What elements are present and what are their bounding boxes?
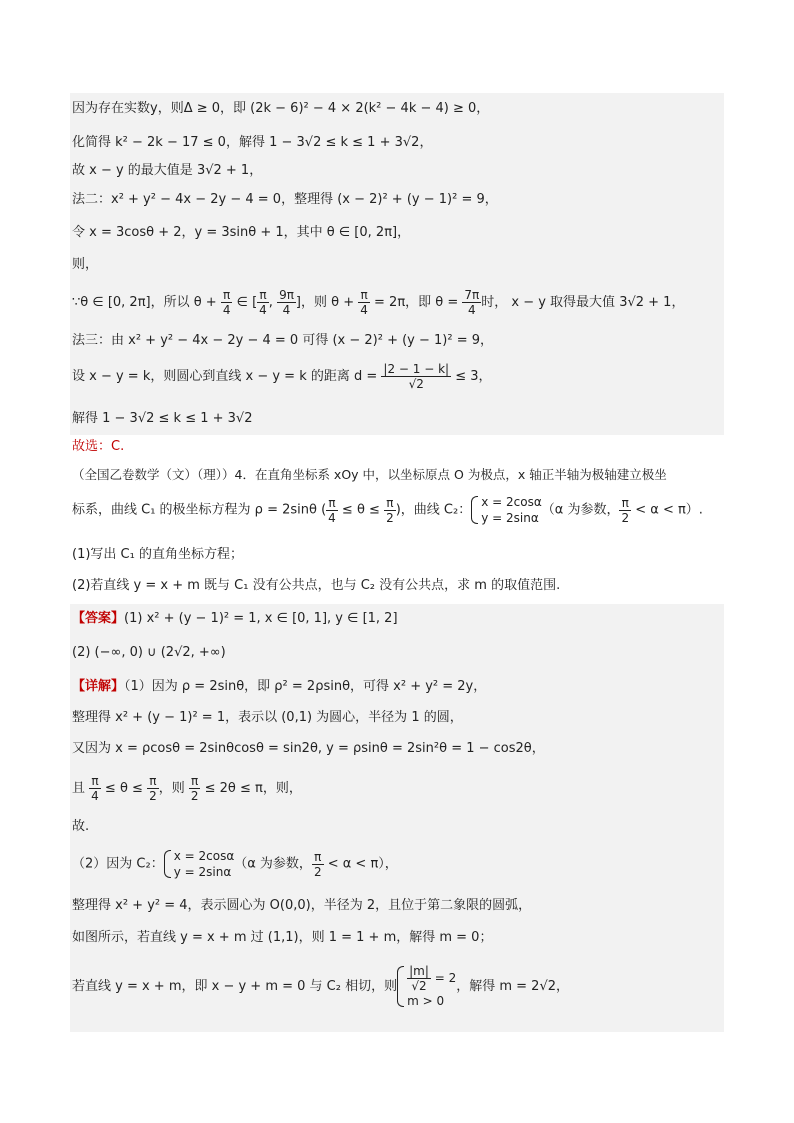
question-stem: （全国乙卷数学（文）（理））4．在直角坐标系 xOy 中，以坐标原点 O 为极点，x 轴正半轴为极轴建立极坐 xyxy=(72,467,667,482)
text-line: 令 x = 3cosθ + 2，y = 3sinθ + 1，其中 θ ∈ [0, 2π]， xyxy=(72,225,411,240)
question-part: (2)若直线 y = x + m 既与 C₁ 没有公共点，也与 C₂ 没有公共点，求 m 的取值范围. xyxy=(72,578,561,593)
detail-line: 又因为 x = ρcosθ = 2sinθcosθ = sin2θ, y = ρsinθ = 2sin²θ = 1 − cos2θ， xyxy=(72,741,545,756)
text-line: 法二：x² + y² − 4x − 2y − 4 = 0，整理得 (x − 2)² + (y − 1)² = 9， xyxy=(72,192,498,207)
question-part: (1)写出 C₁ 的直角坐标方程； xyxy=(72,547,243,562)
detail-line: 若直线 y = x + m，即 x − y + m = 0 与 C₂ 相切，则 $\frac{|m|}{√2}$ = 2 m > 0 ，解得 m = 2√2， xyxy=(72,964,569,1008)
detail-line: 且 $\frac{\pi}{4}$ ≤ θ ≤ $\frac{\pi}{2}$ ，则 $\frac{\pi}{2}$ ≤ 2θ ≤ π，则， xyxy=(72,774,302,803)
text-line: 解得 1 − 3√2 ≤ k ≤ 1 + 3√2 xyxy=(72,411,253,426)
text-line: 法三：由 x² + y² − 4x − 2y − 4 = 0 可得 (x − 2)² + (y − 1)² = 9， xyxy=(72,333,494,348)
answer-line: (2) (−∞, 0) ∪ (2√2, +∞) xyxy=(72,645,226,660)
text-line: 故 x − y 的最大值是 3√2 + 1， xyxy=(72,163,263,178)
answer-line: 【答案】(1) x² + (y − 1)² = 1, x ∈ [0, 1], y ∈ [1, 2] xyxy=(72,611,398,626)
detail-line: 【详解】（1）因为 ρ = 2sinθ，即 ρ² = 2ρsinθ，可得 x² + y² = 2y， xyxy=(72,679,487,694)
text-line: 化简得 k² − 2k − 17 ≤ 0，解得 1 − 3√2 ≤ k ≤ 1 + 3√2， xyxy=(72,135,433,150)
answer-choice: 故选：C. xyxy=(72,439,125,454)
text-line: 则， xyxy=(72,257,99,272)
text-line: ∵θ ∈ [0, 2π]，所以 θ + $\frac{\pi}{4}$ ∈ [ $\frac{\pi}{4}$ , $\frac{9\pi}{4}$ ]，则 θ + $\frac{\pi}{4}$ = 2π，即 θ = $\frac{7\pi}{4}$ 时， x − y 取得最大值 3√2 + 1， xyxy=(72,288,685,317)
question-stem: 标系，曲线 C₁ 的极坐标方程为 ρ = 2sinθ ( $\frac{\pi}{4}$ ≤ θ ≤ $\frac{\pi}{2}$ )，曲线 C₂： x = 2cosα y = 2sinα （α 为参数， $\frac{\pi}{2}$ < α < π）. xyxy=(72,495,703,525)
detail-line: 如图所示，若直线 y = x + m 过 (1,1)，则 1 = 1 + m，解得 m = 0； xyxy=(72,930,493,945)
detail-line: 故. xyxy=(72,819,90,834)
detail-line: 整理得 x² + y² = 4，表示圆心为 O(0,0)，半径为 2，且位于第二象限的圆弧， xyxy=(72,898,532,913)
detail-line: 整理得 x² + (y − 1)² = 1，表示以 (0,1) 为圆心，半径为 1 的圆， xyxy=(72,710,463,725)
detail-line: （2）因为 C₂： x = 2cosα y = 2sinα （α 为参数， $\frac{\pi}{2}$ < α < π）， xyxy=(72,849,398,879)
text-line: 设 x − y = k，则圆心到直线 x − y = k 的距离 d = $\frac{|2 - 1 - k|}{√2}$ ≤ 3， xyxy=(72,362,492,391)
text-line: 因为存在实数y，则Δ ≥ 0，即 (2k − 6)² − 4 × 2(k² − 4k − 4) ≥ 0， xyxy=(72,101,490,116)
